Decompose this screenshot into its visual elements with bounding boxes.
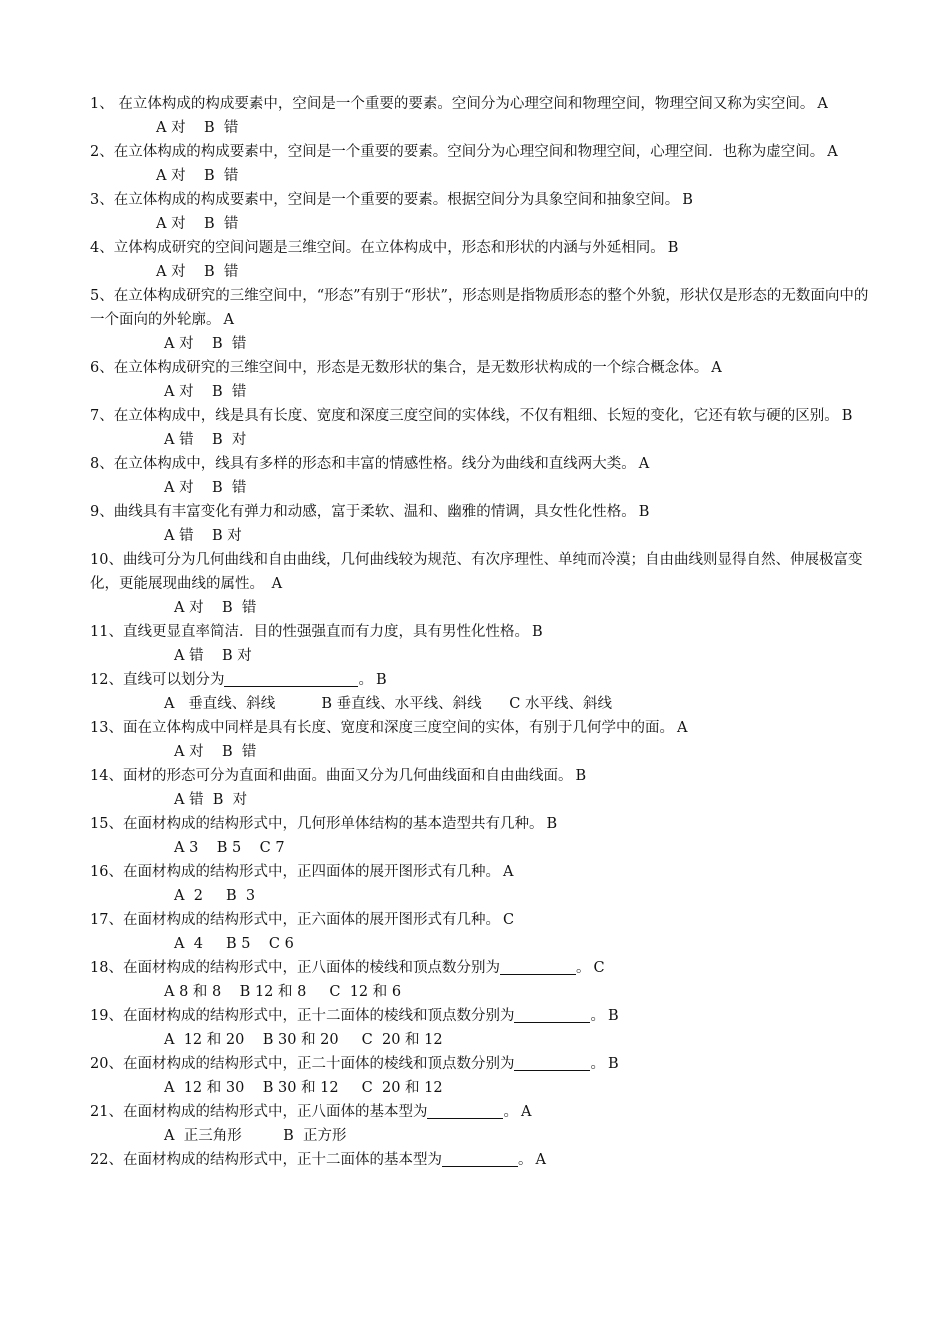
question-text: [90, 812, 870, 836]
answer-key: A: [711, 360, 722, 376]
answer-key: B: [667, 240, 679, 256]
answer-options: A 12 和 20 B 30 和 20 C 20 和 12: [164, 1032, 443, 1048]
answer-key: A: [535, 1152, 546, 1168]
question-stem: 6、在立体构成研究的三维空间中，形态是无数形状的集合，是无数形状构成的一个综合概念体。: [90, 360, 709, 376]
question-text: [90, 668, 870, 692]
fill-in-blank: [500, 960, 576, 975]
answer-key: B: [375, 672, 387, 688]
answer-key: B: [575, 768, 587, 784]
answer-key: A: [502, 864, 514, 880]
answer-key: B: [841, 408, 853, 424]
question-stem: 14、面材的形态可分为直面和曲面。曲面又分为几何曲线面和自由曲线面。: [90, 768, 573, 784]
answer-options: A 错 B 对: [164, 432, 247, 448]
answer-options: A 正三角形 B 正方形: [164, 1128, 347, 1144]
answer-key: B: [531, 624, 543, 640]
answer-options: A 错 B 对: [174, 648, 252, 664]
answer-options: A 对 B 错: [156, 120, 239, 136]
fill-in-blank: [224, 672, 358, 687]
answer-options: A 对 B 错: [156, 264, 239, 280]
question-stem-end: 。: [503, 1104, 518, 1120]
question-text: [90, 404, 870, 428]
answer-key: A: [638, 456, 650, 472]
fill-in-blank: [427, 1104, 503, 1119]
question-text: [90, 500, 870, 524]
question-stem-end: 。: [358, 672, 373, 688]
answer-options: A 对 B 错: [156, 168, 239, 184]
question-stem: 16、在面材构成的结构形式中，正四面体的展开图形式有几种。: [90, 864, 500, 880]
question-text: [90, 860, 870, 884]
fill-in-blank: [514, 1008, 590, 1023]
question-text: [90, 92, 870, 116]
answer-key: B: [638, 504, 650, 520]
question-stem: 18、在面材构成的结构形式中，正八面体的棱线和顶点数分别为: [90, 960, 500, 976]
question-stem: 8、在立体构成中，线具有多样的形态和丰富的情感性格。线分为曲线和直线两大类。: [90, 456, 636, 472]
question-stem: 7、在立体构成中，线是具有长度、宽度和深度三度空间的实体线，不仅有粗细、长短的变化，它还有软与硬的区别。: [90, 408, 839, 424]
question-text: [90, 716, 870, 740]
question-stem: 3、在立体构成的构成要素中，空间是一个重要的要素。根据空间分为具象空间和抽象空间。: [90, 192, 680, 208]
question-stem-end: 。: [590, 1056, 605, 1072]
question-text: [90, 1100, 870, 1124]
answer-options: A 对 B 错: [164, 336, 247, 352]
answer-key: A: [520, 1104, 532, 1120]
answer-key: A: [827, 144, 838, 160]
question-text: [90, 764, 870, 788]
question-stem: 4、立体构成研究的空间问题是三维空间。在立体构成中，形态和形状的内涵与外延相同。: [90, 240, 665, 256]
question-text: [90, 188, 870, 212]
question-text: [90, 452, 870, 476]
answer-options: A 错 B 对: [174, 792, 248, 808]
question-stem: 12、直线可以划分为: [90, 672, 225, 688]
question-text: [90, 620, 870, 644]
question-stem: 20、在面材构成的结构形式中，正二十面体的棱线和顶点数分别为: [90, 1056, 515, 1072]
answer-key: C: [593, 960, 605, 976]
question-text: [90, 140, 870, 164]
question-stem-end: 。: [517, 1152, 533, 1168]
answer-key: C: [502, 912, 515, 928]
question-text: [90, 1004, 870, 1028]
answer-key: B: [682, 192, 693, 208]
question-text: [90, 548, 870, 596]
question-text: [90, 284, 870, 332]
question-text: [90, 956, 870, 980]
question-text: [90, 1148, 870, 1172]
answer-options: A 对 B 错: [164, 384, 247, 400]
question-text: [90, 356, 870, 380]
answer-options: A 对 B 错: [174, 744, 257, 760]
answer-options: A 8 和 8 B 12 和 8 C 12 和 6: [164, 984, 402, 1000]
answer-options: A 对 B 错: [164, 480, 247, 496]
answer-options: A 错 B 对: [164, 528, 242, 544]
question-text: [90, 236, 870, 260]
answer-options: A 对 B 错: [156, 216, 239, 232]
question-stem: 17、在面材构成的结构形式中，正六面体的展开图形式有几种。: [90, 912, 500, 928]
question-stem: 19、在面材构成的结构形式中，正十二面体的棱线和顶点数分别为: [90, 1008, 515, 1024]
answer-options: A 3 B 5 C 7: [174, 840, 285, 856]
question-stem: 13、面在立体构成中同样是具有长度、宽度和深度三度空间的实体，有别于几何学中的面。: [90, 720, 674, 736]
question-stem: 1、 在立体构成的构成要素中，空间是一个重要的要素。空间分为心理空间和物理空间，物理空间又称为实空间。: [90, 96, 815, 112]
answer-key: B: [607, 1056, 619, 1072]
question-list: [90, 92, 870, 1172]
answer-key: A: [676, 720, 688, 736]
question-stem: 2、在立体构成的构成要素中，空间是一个重要的要素。空间分为心理空间和物理空间，心理空间．也称为虚空间。: [90, 144, 825, 160]
question-stem: 11、直线更显直率简洁．目的性强强直而有力度，具有男性化性格。: [90, 624, 529, 640]
question-stem-end: 。: [575, 960, 591, 976]
question-text: [90, 908, 870, 932]
answer-key: B: [546, 816, 558, 832]
answer-key: A: [271, 576, 283, 592]
answer-options: A 12 和 30 B 30 和 12 C 20 和 12: [164, 1080, 443, 1096]
answer-key: B: [607, 1008, 619, 1024]
fill-in-blank: [514, 1056, 590, 1071]
answer-options: A 2 B 3: [174, 888, 256, 904]
answer-key: A: [817, 96, 828, 112]
question-text: [90, 1052, 870, 1076]
question-stem: 9、曲线具有丰富变化有弹力和动感，富于柔软、温和、幽雅的情调，具女性化性格。: [90, 504, 636, 520]
answer-options: A 4 B 5 C 6: [174, 936, 294, 952]
question-stem-end: 。: [590, 1008, 605, 1024]
question-stem: 5、在立体构成研究的三维空间中，“形态”有别于“形状”，形态则是指物质形态的整个外貌，形状仅是形态的无数面向中的一个面向的外轮廓。: [90, 288, 869, 328]
answer-options: A 对 B 错: [174, 600, 257, 616]
question-stem: 22、在面材构成的结构形式中，正十二面体的基本型为: [90, 1152, 442, 1168]
question-stem: 15、在面材构成的结构形式中，几何形单体结构的基本造型共有几种。: [90, 816, 544, 832]
question-stem: 10、曲线可分为几何曲线和自由曲线，几何曲线较为规范、有次序理性、单纯而冷漠；自由曲线则显得自然、伸展极富变化，更能展现曲线的属性。: [90, 552, 863, 592]
question-stem: 21、在面材构成的结构形式中，正八面体的基本型为: [90, 1104, 428, 1120]
answer-key: A: [223, 312, 234, 328]
answer-options: A 垂直线、斜线 B 垂直线、水平线、斜线 C 水平线、斜线: [164, 696, 613, 712]
fill-in-blank: [442, 1152, 518, 1167]
